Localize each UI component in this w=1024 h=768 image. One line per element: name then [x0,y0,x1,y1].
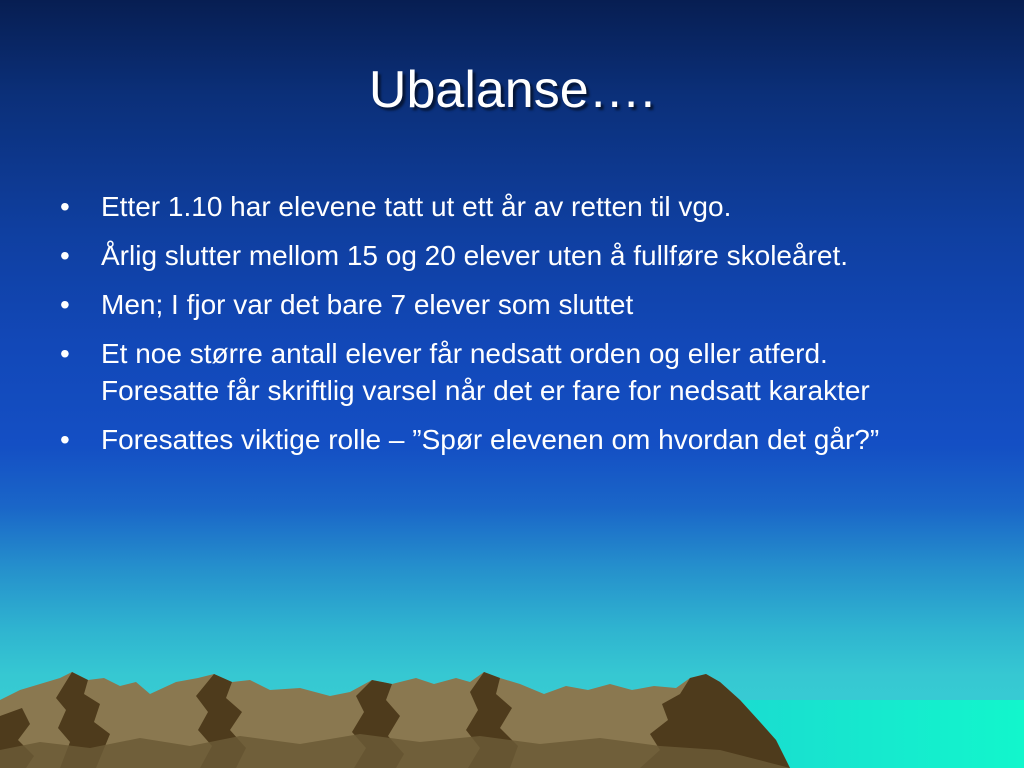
bullet-text: Men; I fjor var det bare 7 elever som sluttet [101,289,634,320]
bullet-text: Et noe større antall elever får nedsatt orden og eller atferd. Foresatte får skriftlig varsel når det er fare for nedsatt karakter [101,338,870,406]
bullet-dot-icon: • [60,191,70,222]
bullet-item [60,335,940,409]
bullet-item [60,421,940,458]
bullet-dot-icon: • [60,289,70,320]
slide-title: Ubalanse…. [368,61,656,119]
bullet-dot-icon: • [60,338,70,369]
bullet-item [60,286,940,323]
bullet-dot-icon: • [60,424,70,455]
bullet-text: Årlig slutter mellom 15 og 20 elever uten å fullføre skoleåret. [101,240,849,271]
bullet-dot-icon: • [60,240,70,271]
bullet-item [60,188,940,225]
mountain-landscape [0,638,1024,768]
bullet-list [60,188,940,470]
bullet-text: Foresattes viktige rolle – ”Spør elevenen om hvordan det går?” [101,424,880,455]
bullet-text: Etter 1.10 har elevene tatt ut ett år av retten til vgo. [101,191,732,222]
bullet-item [60,237,940,274]
